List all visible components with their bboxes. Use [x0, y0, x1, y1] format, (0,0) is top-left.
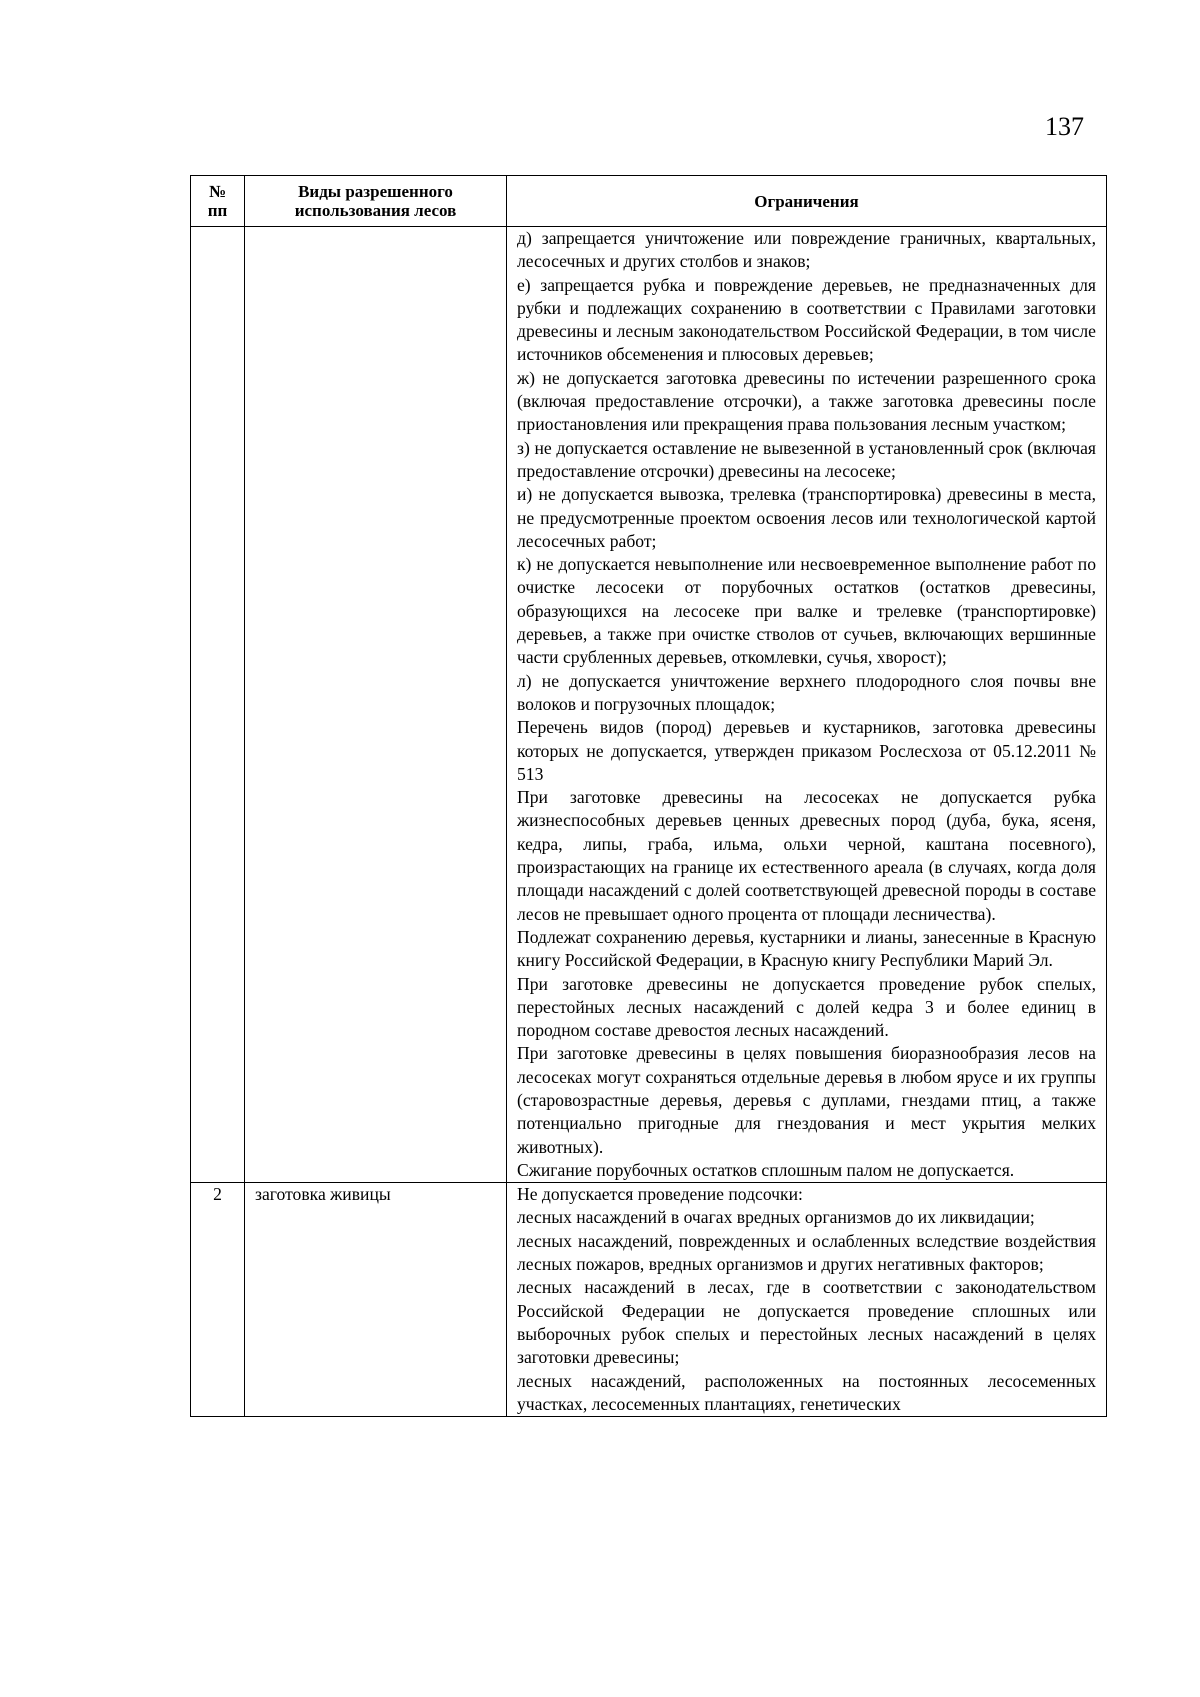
row-number: [191, 227, 245, 1183]
restriction-paragraph: Не допускается проведение подсочки:: [517, 1184, 803, 1205]
restriction-paragraph: При заготовке древесины не допускается проведение рубок спелых, перестойных лесных насаждений с долей кедра 3 и более единиц в породном составе древостоя лесных насаждений.: [517, 973, 1096, 1041]
row-restrictions: [507, 1183, 1107, 1417]
restriction-paragraph: к) не допускается невыполнение или несвоевременное выполнение работ по очистке лесосеки от порубочных остатков (остатков древесины, образующихся на лесосеке при валке и трелевке (транспортировке) деревьев, а также при очистке стволов от сучьев, включающих вершинные части срубленных деревьев, откомлевки, сучья, хворост);: [517, 554, 1096, 668]
restriction-paragraph: лесных насаждений в лесах, где в соответствии с законодательством Российской Федерации не допускается проведение сплошных или выборочных рубок спелых и перестойных лесных насаждений в целях заготовки древесины;: [517, 1277, 1096, 1368]
row-usage-type: заготовка живицы: [245, 1183, 507, 1417]
restriction-paragraph: При заготовке древесины на лесосеках не допускается рубка жизнеспособных деревьев ценных древесных пород (дуба, бука, ясеня, кедра, липы, граба, ильма, ольхи черной, каштана посевного), произрастающих на границе их естественного ареала (в случаях, когда доля площади насаждений с долей соответствующей древесной породы в составе лесов не превышает одного процента от площади лесничества).: [517, 787, 1096, 924]
row-number: 2: [191, 1183, 245, 1417]
restriction-paragraph: л) не допускается уничтожение верхнего плодородного слоя почвы вне волоков и погрузочных площадок;: [517, 670, 1096, 714]
header-number: [191, 176, 245, 227]
table-row: [191, 1183, 1107, 1417]
restriction-paragraph: ж) не допускается заготовка древесины по истечении разрешенного срока (включая предоставление отсрочки), а также заготовка древесины после приостановления или прекращения права пользования лесным участком;: [517, 367, 1096, 435]
row-restrictions: [507, 227, 1107, 1183]
restriction-paragraph: д) запрещается уничтожение или повреждение граничных, квартальных, лесосечных и других столбов и знаков;: [517, 228, 1096, 272]
row-usage-type: [245, 227, 507, 1183]
restriction-paragraph: лесных насаждений, поврежденных и ослабленных вследствие воздействия лесных пожаров, вредных организмов и других негативных факторов;: [517, 1230, 1096, 1275]
header-usage-type-line2: использования лесов: [294, 201, 457, 220]
restriction-paragraph: лесных насаждений в очагах вредных организмов до их ликвидации;: [517, 1207, 1035, 1228]
table-row: [191, 227, 1107, 1183]
restrictions-table: [190, 175, 1107, 1417]
restriction-paragraph: Перечень видов (пород) деревьев и кустарников, заготовка древесины которых не допускается, утвержден приказом Рослесхоза от 05.12.2011 № 513: [517, 717, 1096, 784]
restriction-paragraph: и) не допускается вывозка, трелевка (транспортировка) древесины в места, не предусмотренные проектом освоения лесов или технологической картой лесосечных работ;: [517, 484, 1096, 551]
header-usage-type: [245, 176, 507, 227]
restriction-paragraph: Сжигание порубочных остатков сплошным палом не допускается.: [517, 1159, 1015, 1180]
restriction-paragraph: При заготовке древесины в целях повышения биоразнообразия лесов на лесосеках могут сохраняться отдельные деревья в любом ярусе и их группы (старовозрастные деревья, деревья с дуплами, гнездами птиц, а также потенциально пригодные для гнездования и мест укрытия мелких животных).: [517, 1043, 1096, 1157]
header-number-line2: пп: [207, 201, 228, 220]
restriction-paragraph: Подлежат сохранению деревья, кустарники и лианы, занесенные в Красную книгу Российской Федерации, в Красную книгу Республики Марий Эл.: [517, 926, 1096, 971]
page-number: 137: [1045, 112, 1084, 141]
header-restrictions: Ограничения: [507, 176, 1107, 227]
restriction-paragraph: лесных насаждений, расположенных на постоянных лесосеменных участках, лесосеменных плантациях, генетических: [517, 1370, 1096, 1414]
header-number-line1: №: [208, 182, 227, 201]
table-header-row: [191, 176, 1107, 227]
header-usage-type-line1: Виды разрешенного: [298, 182, 453, 201]
restriction-paragraph: е) запрещается рубка и повреждение деревьев, не предназначенных для рубки и подлежащих сохранению в соответствии с Правилами заготовки древесины и лесным законодательством Российской Федерации, в том числе источников обсеменения и плюсовых деревьев;: [517, 274, 1096, 365]
restriction-paragraph: з) не допускается оставление не вывезенной в установленный срок (включая предоставление отсрочки) древесины на лесосеке;: [517, 437, 1096, 481]
